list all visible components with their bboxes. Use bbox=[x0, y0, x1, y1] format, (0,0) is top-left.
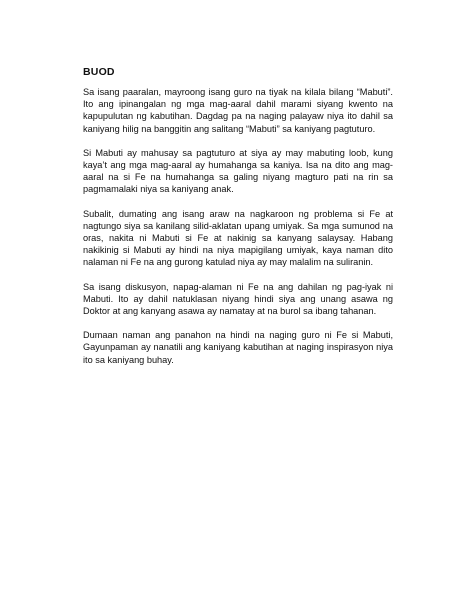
paragraph-2: Si Mabuti ay mahusay sa pagtuturo at siya ay may mabuting loob, kung kaya’t ang mga mag-aaral ay humahanga sa kaniya. Isa na dito ang mag-aaral na si Fe na humahanga sa galing niyang magturo pati na rin sa pagmamalaki niya sa kaniyang anak. bbox=[83, 147, 393, 195]
paragraph-4: Sa isang diskusyon, napag-alaman ni Fe na ang dahilan ng pag-iyak ni Mabuti. Ito ay dahil natuklasan niyang hindi siya ang unang asawa ng Doktor at ang kanyang asawa ay namatay at na burol sa ibang tahanan. bbox=[83, 281, 393, 317]
paragraph-5: Dumaan naman ang panahon na hindi na naging guro ni Fe si Mabuti, Gayunpaman ay nanatili ang kaniyang kabutihan at naging inspirasyon niya ito sa kaniyang buhay. bbox=[83, 330, 393, 365]
document-page bbox=[83, 66, 393, 378]
paragraph-3: Subalit, dumating ang isang araw na nagkaroon ng problema si Fe at nagtungo siya sa kanilang silid-aklatan upang umiyak. Sa mga sumunod na oras, nakita ni Mabuti si Fe at nakinig sa kanyang salaysay. Habang nakikinig si Mabuti ay hindi na niya mapigilang umiyak, kaya naman dito nalaman ni Fe na ang gurong katulad niya ay may malalim na suliranin. bbox=[83, 208, 393, 268]
paragraph-1: Sa isang paaralan, mayroong isang guro na tiyak na kilala bilang “Mabuti”. Ito ang ipinangalan ng mga mag-aaral dahil marami siyang kwento na kapupulutan ng kabutihan. Dagdag pa na naging palayaw niya ito dahil sa kaniyang hilig na banggitin ang salitang “Mabuti” sa kaniyang pagtuturo. bbox=[83, 87, 393, 134]
document-heading: BUOD bbox=[83, 66, 115, 78]
